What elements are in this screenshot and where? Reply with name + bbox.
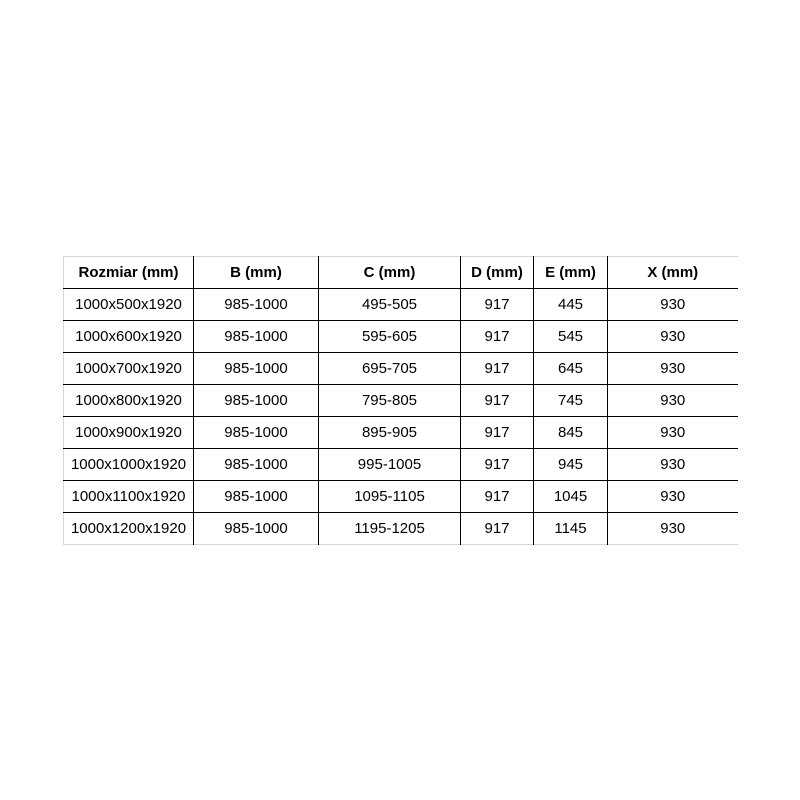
table-cell: 1000x1100x1920 [64,481,194,513]
table-cell: 930 [608,353,738,385]
table-cell: 985-1000 [194,321,319,353]
header-cell: D (mm) [461,257,534,289]
table-cell: 985-1000 [194,513,319,545]
table-head [64,257,738,289]
header-cell: Rozmiar (mm) [64,257,194,289]
table-cell: 917 [461,513,534,545]
table-cell: 1000x1000x1920 [64,449,194,481]
table-cell: 1000x600x1920 [64,321,194,353]
table-row [64,289,738,321]
table-cell: 1000x800x1920 [64,385,194,417]
table-row [64,513,738,545]
table-cell: 595-605 [319,321,461,353]
header-cell: B (mm) [194,257,319,289]
table-cell: 917 [461,417,534,449]
table-cell: 930 [608,481,738,513]
table-cell: 495-505 [319,289,461,321]
table-cell: 917 [461,449,534,481]
table-cell: 917 [461,353,534,385]
table-row [64,321,738,353]
table-cell: 1000x500x1920 [64,289,194,321]
table-cell: 645 [534,353,608,385]
table-cell: 917 [461,321,534,353]
table-cell: 985-1000 [194,353,319,385]
dimensions-table-container [63,256,738,545]
table-cell: 985-1000 [194,449,319,481]
header-cell: X (mm) [608,257,738,289]
dimensions-table [63,256,738,545]
table-row [64,385,738,417]
table-cell: 930 [608,385,738,417]
header-row [64,257,738,289]
table-cell: 985-1000 [194,289,319,321]
table-cell: 1145 [534,513,608,545]
table-cell: 1000x900x1920 [64,417,194,449]
table-cell: 1195-1205 [319,513,461,545]
table-row [64,481,738,513]
table-row [64,449,738,481]
table-cell: 1000x700x1920 [64,353,194,385]
table-cell: 1000x1200x1920 [64,513,194,545]
table-row [64,353,738,385]
table-body [64,289,738,545]
table-cell: 895-905 [319,417,461,449]
table-cell: 445 [534,289,608,321]
table-cell: 995-1005 [319,449,461,481]
table-cell: 845 [534,417,608,449]
table-row [64,417,738,449]
table-cell: 917 [461,289,534,321]
table-cell: 930 [608,449,738,481]
header-cell: E (mm) [534,257,608,289]
table-cell: 930 [608,289,738,321]
header-cell: C (mm) [319,257,461,289]
table-cell: 1095-1105 [319,481,461,513]
table-cell: 930 [608,417,738,449]
table-cell: 985-1000 [194,481,319,513]
table-cell: 545 [534,321,608,353]
table-cell: 985-1000 [194,385,319,417]
table-cell: 695-705 [319,353,461,385]
table-cell: 917 [461,481,534,513]
table-cell: 917 [461,385,534,417]
table-cell: 795-805 [319,385,461,417]
table-cell: 945 [534,449,608,481]
table-cell: 930 [660,520,686,537]
table-cell: 930 [608,321,738,353]
table-cell: 985-1000 [194,417,319,449]
table-cell: 745 [534,385,608,417]
table-cell: 1045 [534,481,608,513]
